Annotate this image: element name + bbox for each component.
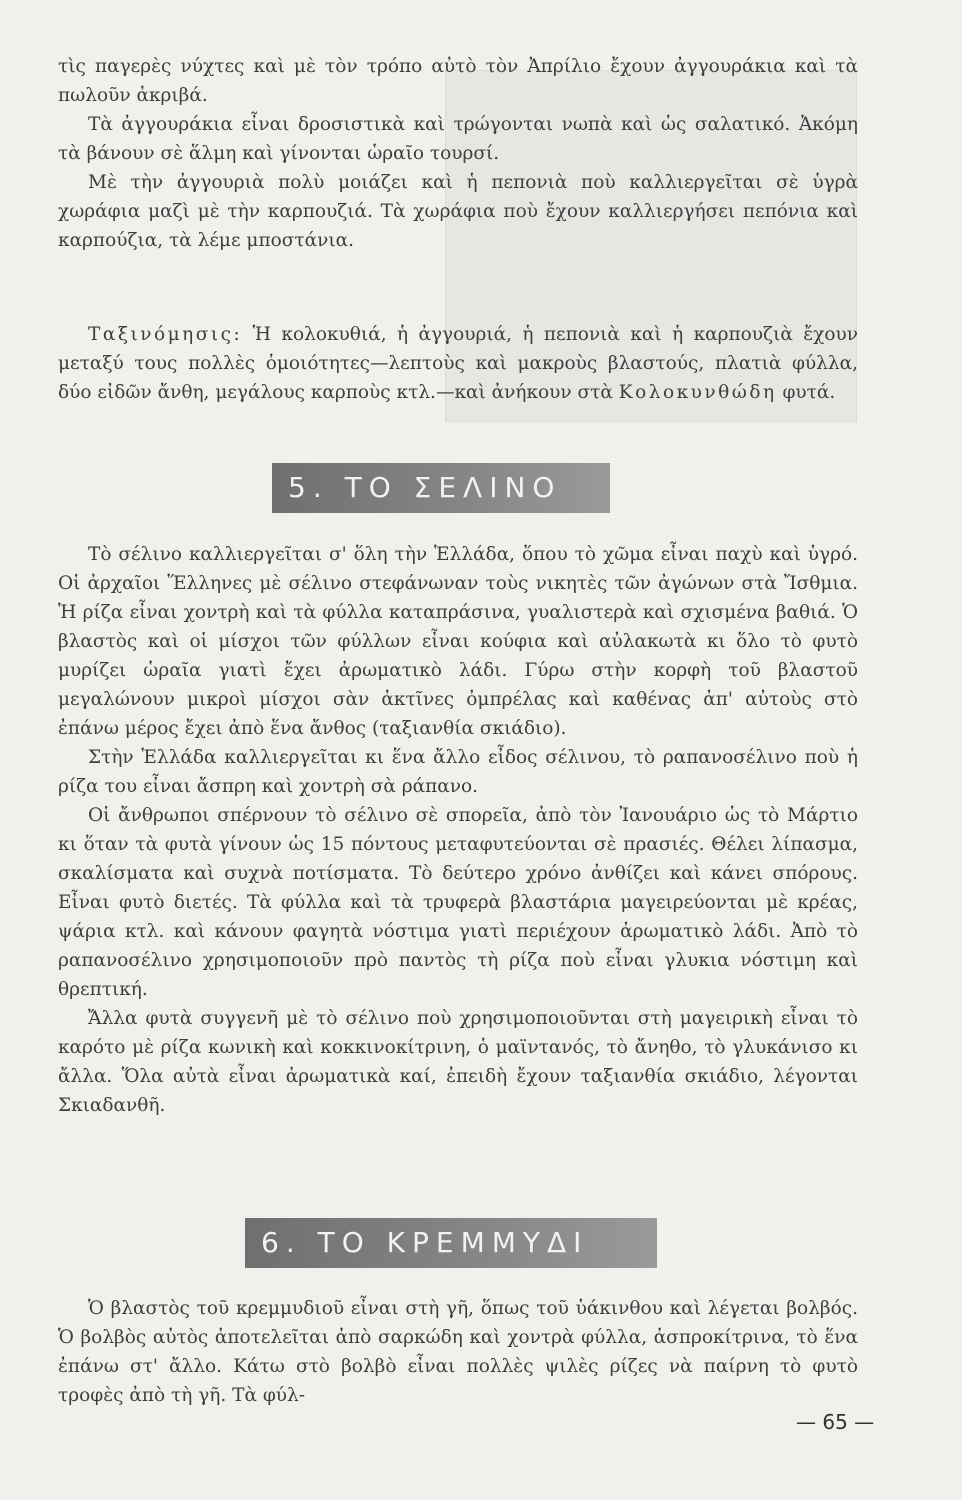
intro-paragraph-1: τὶς παγερὲς νύχτες καὶ μὲ τὸν τρόπο αὐτὸ τὸν Ἀπρίλιο ἔχουν ἀγγουράκια καὶ τὰ πωλοῦν ἀκριβά. — [58, 56, 858, 106]
section-5-paragraph-4-b: . — [159, 1095, 166, 1116]
section-5-paragraph-2: Στὴν Ἑλλάδα καλλιεργεῖται κι ἕνα ἄλλο εἶδος σέλινου, τὸ ραπανοσέλινο ποὺ ἡ ρίζα του εἶναι ἄσπρη καὶ χοντρὴ σὰ ράπανο. — [58, 747, 858, 797]
section-6-heading: 6. ΤΟ ΚΡΕΜΜΥΔΙ — [245, 1218, 657, 1268]
classification-note — [58, 320, 858, 407]
intro-text — [58, 52, 858, 255]
classification-term: Κολοκυνθώδη — [618, 382, 777, 403]
section-6-text — [58, 1294, 858, 1410]
intro-paragraph-3: Μὲ τὴν ἀγγουριὰ πολὺ μοιάζει καὶ ἡ πεπονιὰ ποὺ καλλιεργεῖται σὲ ὑγρὰ χωράφια μαζὶ μὲ τὴν καρπουζιά. Τὰ χωράφια ποὺ ἔχουν καλλιεργήσει πεπόνια καὶ καρπούζια, τὰ λέμε μποστάνια. — [58, 172, 858, 251]
section-5-text — [58, 540, 858, 1120]
section-5-paragraph-3: Οἱ ἄνθρωποι σπέρνουν τὸ σέλινο σὲ σπορεῖα, ἀπὸ τὸν Ἰανουάριο ὡς τὸ Μάρτιο κι ὅταν τὰ φυτὰ γίνουν ὡς 15 πόντους μεταφυτεύονται σὲ πρασιές. Θέλει λίπασμα, σκαλίσματα καὶ συχνὰ ποτίσματα. Τὸ δεύτερο χρόνο ἀνθίζει καὶ κάνει σπόρους. Εἶναι φυτὸ διετές. Τὰ φύλλα καὶ τὰ τρυφερὰ βλαστάρια μαγειρεύονται μὲ κρέας, ψάρια κτλ. καὶ κάνουν φαγητὰ νόστιμα γιατὶ περιέχουν ἀρωματικὸ λάδι. Ἀπὸ τὸ ραπανοσέλινο χρησιμοποιοῦν πρὸ παντὸς τὴ ρίζα ποὺ εἶναι γλυκια νόστιμη καὶ θρεπτική. — [58, 805, 858, 1000]
section-5-heading: 5. ΤΟ ΣΕΛΙΝΟ — [272, 463, 610, 513]
classification-label: Ταξινόμησις: — [88, 324, 243, 345]
classification-text-a: Ἡ κολοκυθιά, ἡ ἀγγουριά, ἡ πεπονιὰ καὶ ἡ καρπουζιὰ ἔχουν μεταξύ τους πολλὲς ὁμοιότητες—λεπτοὺς καὶ μακροὺς βλαστούς, πλατιὰ φύλλα, δύο εἰδῶν ἄνθη, μεγάλους καρποὺς κτλ.—καὶ ἀνήκουν στὰ — [58, 324, 858, 403]
section-6-paragraph-1: Ὁ βλαστὸς τοῦ κρεμμυδιοῦ εἶναι στὴ γῆ, ὅπως τοῦ ὑάκινθου καὶ λέγεται βολβός. Ὁ βολβὸς αὐτὸς ἀποτελεῖται ἀπὸ σαρκώδη καὶ χοντρὰ φύλλα, ἀσπροκίτρινα, τὸ ἕνα ἐπάνω στ' ἄλλο. Κάτω στὸ βολβὸ εἶναι πολλὲς ψιλὲς ρίζες νὰ παίρνη τὸ φυτὸ τροφὲς ἀπὸ τὴ γῆ. Τὰ φύλ- — [58, 1298, 858, 1406]
section-5-paragraph-4-a: Ἄλλα φυτὰ συγγενῆ μὲ τὸ σέλινο ποὺ χρησιμοποιοῦνται στὴ μαγειρικὴ εἶναι τὸ καρότο μὲ ρίζα κωνικὴ καὶ κοκκινοκίτρινη, ὁ μαϊντανός, τὸ ἄνηθο, τὸ γλυκάνισο κι ἄλλα. Ὅλα αὐτὰ εἶναι ἀρωματικὰ καί, ἐπειδὴ ἔχουν ταξιανθία σκιάδιο, λέγονται — [58, 1008, 858, 1087]
classification-paragraph — [58, 320, 858, 407]
classification-text-b: φυτά. — [776, 382, 836, 403]
section-5-paragraph-1: Τὸ σέλινο καλλιεργεῖται σ' ὅλη τὴν Ἑλλάδα, ὅπου τὸ χῶμα εἶναι παχὺ καὶ ὑγρό. Οἱ ἀρχαῖοι Ἕλληνες μὲ σέλινο στεφάνωναν τοὺς νικητὲς τῶν ἀγώνων στὰ Ἴσθμια. Ἡ ρίζα εἶναι χοντρὴ καὶ τὰ φύλλα καταπράσινα, γυαλιστερὰ καὶ σχισμένα βαθιά. Ὁ βλαστὸς καὶ οἱ μίσχοι τῶν φύλλων εἶναι κούφια καὶ αὐλακωτὰ κι ὅλο τὸ φυτὸ μυρίζει ὡραῖα γιατὶ ἔχει ἀρωματικὸ λάδι. Γύρω στὴν κορφὴ τοῦ βλαστοῦ μεγαλώνουν μικροὶ μίσχοι σὰν ἀκτῖνες ὀμπρέλας καὶ καθένας ἀπ' αὐτοὺς στὸ ἐπάνω μέρος ἔχει ἀπὸ ἕνα ἄνθος (ταξιανθία σκιάδιο). — [58, 544, 858, 739]
section-5-paragraph-4 — [58, 1004, 858, 1120]
section-5-paragraph-4-term: Σκιαδανθῆ — [58, 1095, 160, 1116]
page-number: — 65 — — [796, 1410, 875, 1434]
intro-paragraph-2: Τὰ ἀγγουράκια εἶναι δροσιστικὰ καὶ τρώγονται νωπὰ καὶ ὡς σαλατικό. Ἀκόμη τὰ βάνουν σὲ ἅλμη καὶ γίνονται ὡραῖο τουρσί. — [58, 114, 858, 164]
